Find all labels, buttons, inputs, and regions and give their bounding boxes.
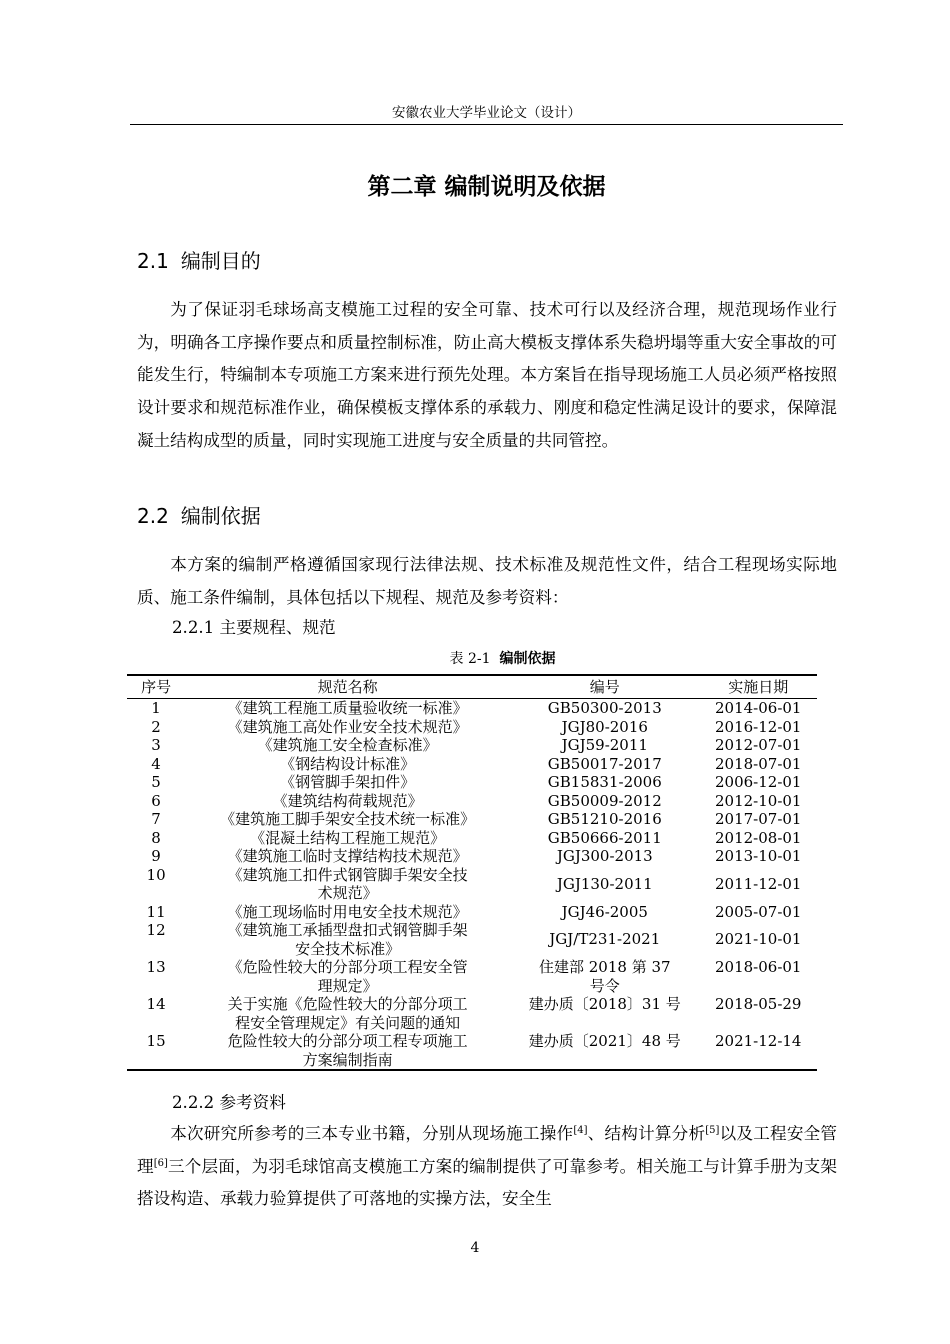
cell-code: JGJ80-2016 — [561, 717, 648, 736]
cell-date: 2014-06-01 — [714, 699, 802, 717]
table-row — [127, 736, 817, 755]
table-row — [127, 903, 817, 922]
cell-name: 《建筑施工承插型盘扣式钢管脚手架安全技术标准》 — [227, 921, 468, 958]
cell-no: 11 — [146, 902, 166, 921]
subsection-2-2-1: 2.2.1 主要规程、规范 — [172, 618, 336, 637]
cell-no: 13 — [146, 958, 166, 976]
cell-code: GB50009-2012 — [547, 791, 662, 810]
cell-code: 建办质〔2021〕48 号 — [510, 1032, 699, 1070]
cell-name: 《建筑施工脚手架安全技术统一标准》 — [220, 810, 476, 828]
cell-no: 8 — [151, 828, 161, 847]
cell-date: 2013-10-01 — [714, 847, 802, 865]
cell-date: 2006-12-01 — [714, 773, 802, 791]
table-row — [127, 921, 817, 958]
cell-date: 2021-10-01 — [714, 930, 802, 949]
table-row — [127, 755, 817, 774]
ref-text: 本次研究所参考的三本专业书籍，分别从现场施工操作 — [170, 1124, 574, 1143]
cell-name: 《钢管脚手架扣件》 — [280, 773, 416, 791]
cell-no: 5 — [151, 773, 161, 791]
cell-code: JGJ46-2005 — [561, 902, 648, 921]
table-row — [127, 810, 817, 829]
cell-no: 2 — [151, 717, 161, 736]
cell-no: 15 — [127, 1032, 185, 1070]
cell-code: JGJ130-2011 — [556, 874, 653, 893]
header-rule — [130, 124, 843, 125]
cell-name: 《建筑施工临时支撑结构技术规范》 — [227, 847, 468, 865]
cell-name: 《危险性较大的分部分项工程安全管理规定》 — [227, 958, 468, 995]
running-header: 安徽农业大学毕业论文（设计） — [392, 105, 581, 121]
section-title: 编制目的 — [180, 249, 261, 273]
section-2-2-heading — [137, 501, 261, 531]
ref-text: 三个层面，为羽毛球馆高支模施工方案的编制提供了可靠参考。相关施工与计算手册为支架搭设构造、承载力验算提供了可落地的实操方法，安全生 — [137, 1156, 838, 1209]
cell-no: 14 — [146, 995, 166, 1013]
cell-date: 2016-12-01 — [714, 717, 802, 736]
header-code: 编号 — [510, 675, 699, 699]
cell-date: 2012-10-01 — [714, 791, 802, 810]
cell-code: JGJ300-2013 — [556, 847, 653, 865]
table-caption — [130, 648, 875, 670]
cell-date: 2017-07-01 — [714, 810, 802, 828]
cell-name: 《施工现场临时用电安全技术规范》 — [227, 902, 468, 921]
cell-name: 危险性较大的分部分项工程专项施工方案编制指南 — [185, 1032, 510, 1070]
cell-name: 《建筑施工扣件式钢管脚手架安全技术规范》 — [227, 865, 468, 902]
page-number: 4 — [470, 1240, 480, 1256]
table-row — [127, 829, 817, 848]
cell-name: 《钢结构设计标准》 — [280, 754, 416, 773]
cell-code: 住建部 2018 第 37 号令 — [538, 958, 671, 995]
section-number: 2.1 — [137, 249, 169, 273]
cell-no: 6 — [151, 791, 161, 810]
cell-code: JGJ59-2011 — [561, 736, 648, 754]
table-row — [127, 995, 817, 1032]
cell-no: 4 — [151, 754, 161, 773]
basis-table — [127, 674, 817, 1071]
header-name: 规范名称 — [185, 675, 510, 699]
basis-paragraph: 本方案的编制严格遵循国家现行法律法规、技术标准及规范性文件，结合工程现场实际地质、施工条件编制，具体包括以下规程、规范及参考资料： — [137, 555, 837, 607]
cell-date: 2021-12-14 — [699, 1032, 817, 1070]
table-row — [127, 792, 817, 811]
cell-name: 关于实施《危险性较大的分部分项工程安全管理规定》有关问题的通知 — [227, 995, 468, 1032]
table-row — [127, 866, 817, 903]
cell-date: 2018-05-29 — [714, 995, 802, 1013]
cell-name: 《建筑施工高处作业安全技术规范》 — [227, 717, 468, 736]
cell-code: JGJ/T231-2021 — [549, 930, 661, 949]
header-date: 实施日期 — [699, 675, 817, 699]
cell-date: 2011-12-01 — [714, 874, 802, 893]
cell-date: 2018-06-01 — [714, 958, 802, 976]
section-2-1-heading — [137, 246, 261, 276]
table-row — [127, 847, 817, 866]
cell-code: GB51210-2016 — [547, 810, 662, 828]
cell-no: 1 — [151, 699, 161, 717]
references-paragraph — [137, 1118, 837, 1216]
section-title: 编制依据 — [180, 504, 261, 528]
cell-no: 7 — [151, 810, 161, 828]
cell-date: 2012-07-01 — [714, 736, 802, 754]
cell-date: 2012-08-01 — [714, 828, 802, 847]
cell-name: 《混凝土结构工程施工规范》 — [250, 828, 446, 847]
table-header-row — [127, 675, 817, 699]
table-row — [127, 958, 817, 995]
purpose-paragraph: 为了保证羽毛球场高支模施工过程的安全可靠、技术可行以及经济合理，规范现场作业行为，明确各工序操作要点和质量控制标准，防止高大模板支撑体系失稳坍塌等重大安全事故的可能发生行，特编制本专项施工方案来进行预先处理。本方案旨在指导现场施工人员必须严格按照设计要求和规范标准作业，确保模板支撑体系的承载力、刚度和稳定性满足设计的要求，保障混凝土结构成型的质量，同时实现施工进度与安全质量的共同管控。 — [137, 300, 837, 450]
cell-no: 9 — [151, 847, 161, 865]
ref-text: 、结构计算分析 — [587, 1124, 706, 1143]
cell-code: GB50300-2013 — [547, 699, 662, 717]
cell-no: 10 — [146, 865, 166, 884]
subsection-2-2-2: 2.2.2 参考资料 — [172, 1093, 286, 1112]
header-no: 序号 — [127, 675, 185, 699]
cell-code: 建办质〔2018〕31 号 — [528, 995, 681, 1013]
cell-name: 《建筑结构荷载规范》 — [272, 791, 423, 810]
table-caption-title: 编制依据 — [499, 651, 556, 667]
table-row — [127, 699, 817, 718]
cell-name: 《建筑工程施工质量验收统一标准》 — [227, 699, 468, 717]
section-number: 2.2 — [137, 504, 169, 528]
cell-name: 《建筑施工安全检查标准》 — [257, 736, 438, 754]
cell-date: 2018-07-01 — [714, 754, 802, 773]
citation-4: [4] — [573, 1125, 588, 1136]
ref-text: 以及工程安全管理 — [137, 1124, 838, 1176]
chapter-title: 第二章 编制说明及依据 — [367, 174, 606, 200]
table-row — [127, 773, 817, 792]
cell-code: GB15831-2006 — [547, 773, 662, 791]
citation-6: [6] — [153, 1157, 168, 1169]
cell-code: GB50666-2011 — [547, 828, 662, 847]
table-caption-number: 表 2-1 — [449, 651, 491, 667]
cell-no: 3 — [151, 736, 161, 754]
cell-code: GB50017-2017 — [547, 754, 662, 773]
table-row — [127, 1032, 817, 1070]
citation-5: [5] — [705, 1125, 720, 1136]
cell-no: 12 — [146, 921, 166, 939]
cell-date: 2005-07-01 — [714, 902, 802, 921]
table-row — [127, 718, 817, 737]
